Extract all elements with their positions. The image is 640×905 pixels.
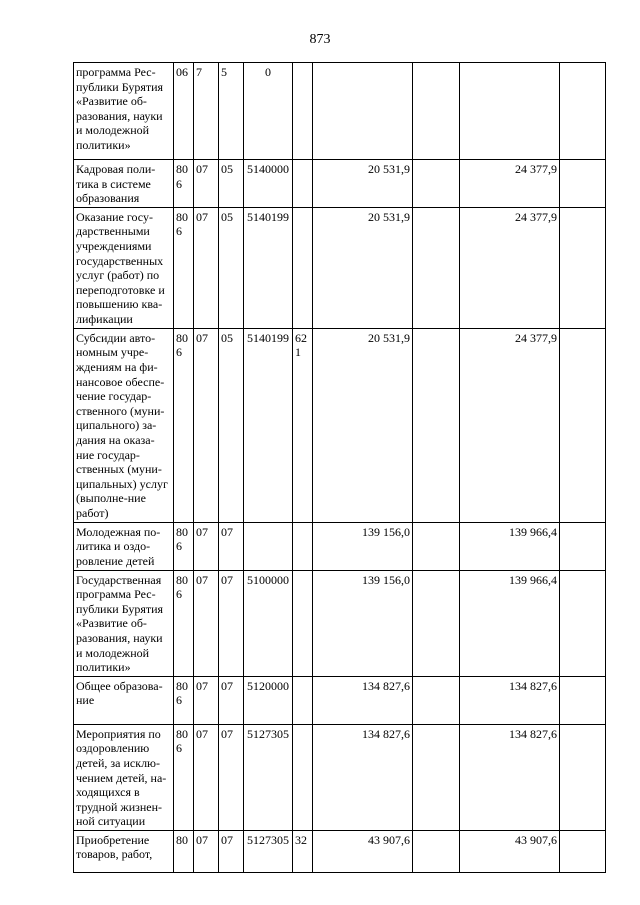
blank-cell <box>560 570 606 676</box>
row-name-cell: Молодежная по-литика и оздо-ровление детей <box>74 522 174 570</box>
row-name-cell: Оказание госу-дарственными учреждениями государственных услуг (работ) по переподготовке и повышению ква-лификации <box>74 207 174 328</box>
table-row <box>74 63 606 160</box>
amount-year1-cell: 139 156,0 <box>313 522 413 570</box>
grbs-code-cell: 06 <box>174 63 194 160</box>
table-row <box>74 160 606 208</box>
grbs-code-cell: 806 <box>174 522 194 570</box>
expense-type-cell <box>293 724 313 830</box>
amount-year1-cell: 134 827,6 <box>313 676 413 724</box>
target-article-cell: 0 <box>244 63 293 160</box>
section-code-cell: 07 <box>194 830 219 872</box>
subsection-code-cell: 07 <box>219 676 244 724</box>
section-code-cell: 07 <box>194 328 219 522</box>
target-article-cell: 5120000 <box>244 676 293 724</box>
expense-type-cell <box>293 570 313 676</box>
amount-year2-cell: 134 827,6 <box>460 676 560 724</box>
amount-year1-cell: 20 531,9 <box>313 207 413 328</box>
blank-cell <box>413 207 460 328</box>
section-code-cell: 07 <box>194 676 219 724</box>
amount-year2-cell: 134 827,6 <box>460 724 560 830</box>
section-code-cell: 07 <box>194 724 219 830</box>
expense-type-cell <box>293 676 313 724</box>
section-code-cell: 7 <box>194 63 219 160</box>
amount-year2-cell <box>460 63 560 160</box>
section-code-cell: 07 <box>194 207 219 328</box>
row-name-cell: Приобретение товаров, работ, <box>74 830 174 872</box>
blank-cell <box>413 570 460 676</box>
amount-year2-cell: 24 377,9 <box>460 328 560 522</box>
page-number: 873 <box>309 32 331 47</box>
blank-cell <box>413 676 460 724</box>
subsection-code-cell: 05 <box>219 160 244 208</box>
expense-type-cell <box>293 207 313 328</box>
expense-type-cell <box>293 63 313 160</box>
grbs-code-cell: 806 <box>174 207 194 328</box>
row-name-cell: Государственная программа Рес-публики Бурятия «Развитие об-разования, науки и молодежной политики» <box>74 570 174 676</box>
grbs-code-cell: 80 <box>174 830 194 872</box>
amount-year1-cell: 43 907,6 <box>313 830 413 872</box>
subsection-code-cell: 07 <box>219 830 244 872</box>
target-article-cell: 5127305 <box>244 724 293 830</box>
section-code-cell: 07 <box>194 570 219 676</box>
blank-cell <box>560 63 606 160</box>
table-row <box>74 676 606 724</box>
amount-year2-cell: 43 907,6 <box>460 830 560 872</box>
grbs-code-cell: 806 <box>174 676 194 724</box>
subsection-code-cell: 07 <box>219 570 244 676</box>
blank-cell <box>560 522 606 570</box>
section-code-cell: 07 <box>194 522 219 570</box>
row-name-cell: Кадровая поли-тика в системе образования <box>74 160 174 208</box>
target-article-cell: 5140199 <box>244 328 293 522</box>
section-code-cell: 07 <box>194 160 219 208</box>
amount-year1-cell <box>313 63 413 160</box>
amount-year2-cell: 139 966,4 <box>460 570 560 676</box>
expense-type-cell: 621 <box>293 328 313 522</box>
blank-cell <box>560 207 606 328</box>
target-article-cell <box>244 522 293 570</box>
target-article-cell: 5140199 <box>244 207 293 328</box>
blank-cell <box>413 328 460 522</box>
amount-year2-cell: 24 377,9 <box>460 207 560 328</box>
blank-cell <box>560 328 606 522</box>
blank-cell <box>413 522 460 570</box>
row-name-cell: Мероприятия по оздоровлению детей, за исклю-чением детей, на-ходящихся в трудной жизнен-ной ситуации <box>74 724 174 830</box>
table-row <box>74 522 606 570</box>
amount-year1-cell: 139 156,0 <box>313 570 413 676</box>
expense-type-cell <box>293 522 313 570</box>
blank-cell <box>413 724 460 830</box>
table-row <box>74 724 606 830</box>
expense-type-cell: 32 <box>293 830 313 872</box>
subsection-code-cell: 05 <box>219 207 244 328</box>
amount-year1-cell: 134 827,6 <box>313 724 413 830</box>
blank-cell <box>413 830 460 872</box>
table-row <box>74 830 606 872</box>
amount-year1-cell: 20 531,9 <box>313 328 413 522</box>
budget-table <box>73 62 606 873</box>
target-article-cell: 5100000 <box>244 570 293 676</box>
target-article-cell: 5140000 <box>244 160 293 208</box>
subsection-code-cell: 07 <box>219 724 244 830</box>
row-name-cell: Общее образова-ние <box>74 676 174 724</box>
expense-type-cell <box>293 160 313 208</box>
grbs-code-cell: 806 <box>174 328 194 522</box>
subsection-code-cell: 05 <box>219 328 244 522</box>
table-row <box>74 328 606 522</box>
table-row <box>74 570 606 676</box>
blank-cell <box>560 160 606 208</box>
amount-year2-cell: 139 966,4 <box>460 522 560 570</box>
row-name-cell: программа Рес-публики Бурятия «Развитие об-разования, науки и молодежной политики» <box>74 63 174 160</box>
grbs-code-cell: 806 <box>174 724 194 830</box>
subsection-code-cell: 07 <box>219 522 244 570</box>
grbs-code-cell: 806 <box>174 570 194 676</box>
table-row <box>74 207 606 328</box>
blank-cell <box>413 160 460 208</box>
blank-cell <box>560 830 606 872</box>
amount-year2-cell: 24 377,9 <box>460 160 560 208</box>
blank-cell <box>560 676 606 724</box>
subsection-code-cell: 5 <box>219 63 244 160</box>
blank-cell <box>560 724 606 830</box>
amount-year1-cell: 20 531,9 <box>313 160 413 208</box>
row-name-cell: Субсидии авто-номным учре-ждениям на фи-нансовое обеспе-чение государ-ственного (муни-ципального) за-дания на оказа-ние государ-ственных (муни-ципальных) услуг (выполне-ние работ) <box>74 328 174 522</box>
grbs-code-cell: 806 <box>174 160 194 208</box>
blank-cell <box>413 63 460 160</box>
target-article-cell: 5127305 <box>244 830 293 872</box>
